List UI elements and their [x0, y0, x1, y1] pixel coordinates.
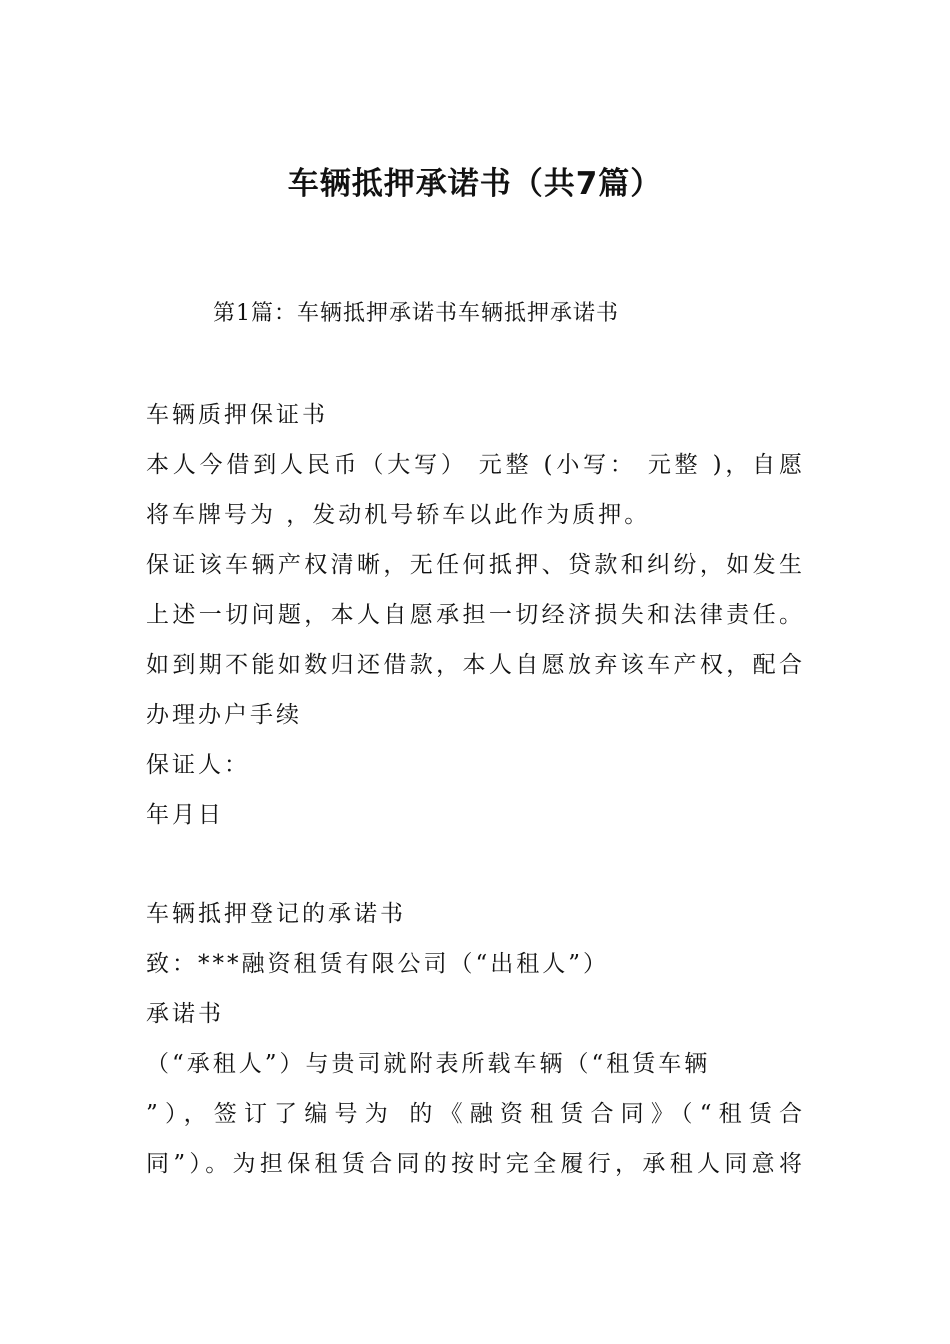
part2-line-3: 同”）。为担保租赁合同的按时完全履行，承租人同意将: [146, 1151, 804, 1177]
part1-line-3: 保证该车辆产权清晰，无任何抵押、贷款和纠纷，如发生: [146, 552, 804, 578]
guarantor-label: 保证人：: [146, 752, 250, 778]
part1-line-4: 上述一切问题，本人自愿承担一切经济损失和法律责任。: [146, 602, 804, 628]
part2-heading: 车辆抵押登记的承诺书: [146, 901, 406, 927]
part2-line-1: （“承租人”）与贵司就附表所载车辆（“租赁车辆: [146, 1051, 711, 1077]
part2-line-2: ”），签订了编号为 的《融资租赁合同》（“租赁合: [146, 1101, 804, 1127]
part2-subheading: 承诺书: [146, 1001, 224, 1027]
part1-heading: 车辆质押保证书: [146, 402, 328, 428]
part1-line-2: 将车牌号为 ，发动机号轿车以此作为质押。: [146, 502, 651, 528]
document-title: 车辆抵押承诺书（共7篇）: [287, 166, 663, 202]
part1-line-5: 如到期不能如数归还借款，本人自愿放弃该车产权，配合: [146, 652, 804, 678]
part1-line-1: 本人今借到人民币（大写） 元整 (小写： 元整 )，自愿: [146, 452, 804, 478]
part1-line-6: 办理办户手续: [146, 702, 302, 728]
addressee-line: 致：***融资租赁有限公司（“出租人”）: [146, 951, 610, 977]
section-heading: 第1篇：车辆抵押承诺书车辆抵押承诺书: [213, 301, 619, 326]
date-label: 年月日: [146, 802, 224, 828]
